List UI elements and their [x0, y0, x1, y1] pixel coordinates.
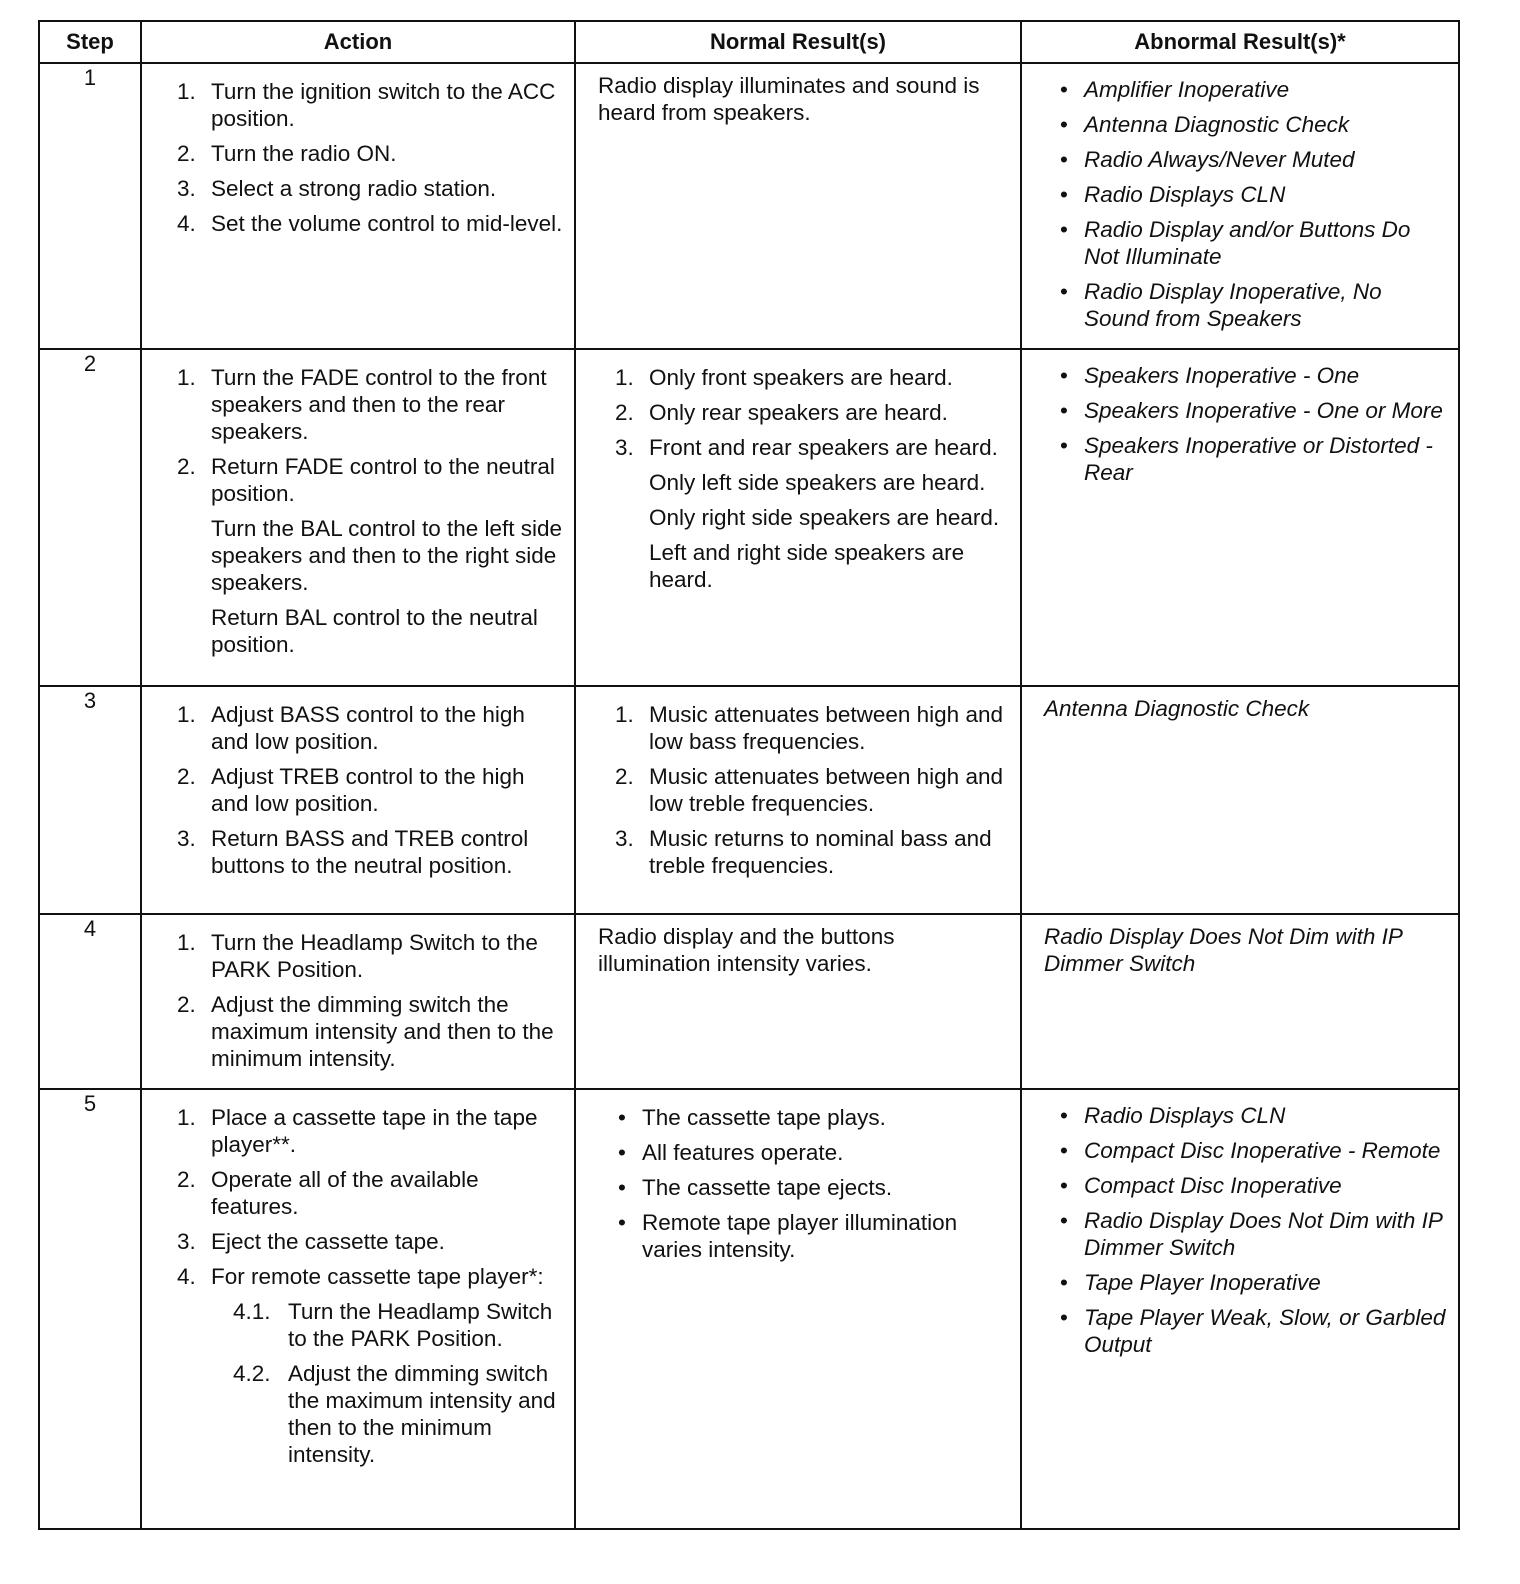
list-item: • Radio Display Does Not Dim with IP Dimmer Switch	[1060, 1208, 1443, 1260]
abnormal-result-cell	[1021, 686, 1459, 914]
normal-result-cell	[575, 686, 1021, 914]
normal-result-cell	[575, 914, 1021, 1089]
list-item: 1. Turn the FADE control to the front speakers and then to the rear speakers.	[177, 365, 547, 444]
list-item: 1. Only front speakers are heard.	[615, 365, 953, 390]
list-item: • Speakers Inoperative or Distorted - Rear	[1060, 433, 1433, 485]
action-cell	[141, 914, 575, 1089]
list-item: • The cassette tape plays.	[618, 1105, 886, 1130]
normal-result-text: Radio display and the buttons illumination intensity varies.	[598, 924, 895, 976]
list-item: • All features operate.	[618, 1140, 844, 1165]
list-item: Only right side speakers are heard.	[649, 505, 1000, 530]
abnormal-result-text: Antenna Diagnostic Check	[1044, 696, 1310, 721]
abnormal-result-cell	[1021, 1089, 1459, 1529]
step-number: 2	[39, 349, 141, 686]
table-row	[39, 63, 1459, 349]
list-item: • Speakers Inoperative - One	[1060, 363, 1360, 388]
step-number: 3	[39, 686, 141, 914]
normal-result-cell	[575, 63, 1021, 349]
list-item: 4. For remote cassette tape player*: 4.1. Turn the Headlamp Switch to the PARK Position. 4.2. Adjust the dimming switch the maximum intensity and then to the minimum intensity.	[160, 1263, 564, 1468]
normal-result-cell	[575, 349, 1021, 686]
step-number: 5	[39, 1089, 141, 1529]
table-row	[39, 1089, 1459, 1529]
step-number: 4	[39, 914, 141, 1089]
abnormal-result-cell	[1021, 914, 1459, 1089]
list-item: 1. Place a cassette tape in the tape player**.	[177, 1105, 538, 1157]
abnormal-result-cell	[1021, 349, 1459, 686]
list-item: • Compact Disc Inoperative - Remote	[1060, 1138, 1441, 1163]
list-item: 3. Return BASS and TREB control buttons to the neutral position.	[177, 826, 529, 878]
list-item: • Radio Always/Never Muted	[1060, 147, 1355, 172]
list-item: 1. Turn the Headlamp Switch to the PARK Position.	[177, 930, 538, 982]
list-item: • Radio Display Inoperative, No Sound from Speakers	[1060, 279, 1382, 331]
table-row	[39, 349, 1459, 686]
sub-list-item: 4.2. Adjust the dimming switch the maximum intensity and then to the minimum intensity.	[233, 1361, 556, 1467]
list-item: 2. Turn the radio ON.	[177, 141, 397, 166]
table-row	[39, 686, 1459, 914]
header-abnormal-results: Abnormal Result(s)*	[1021, 21, 1459, 63]
action-cell	[141, 1089, 575, 1529]
list-item: 1. Turn the ignition switch to the ACC position.	[177, 79, 556, 131]
list-item: • Remote tape player illumination varies intensity.	[618, 1210, 958, 1262]
list-item: 3. Select a strong radio station.	[177, 176, 497, 201]
list-item: Left and right side speakers are heard.	[649, 540, 965, 592]
abnormal-result-cell	[1021, 63, 1459, 349]
list-item: • The cassette tape ejects.	[618, 1175, 893, 1200]
list-item: • Amplifier Inoperative	[1060, 77, 1290, 102]
header-normal-results: Normal Result(s)	[575, 21, 1021, 63]
action-cell	[141, 63, 575, 349]
list-item: 4. Set the volume control to mid-level.	[177, 211, 563, 236]
list-item: 3. Front and rear speakers are heard.	[615, 435, 998, 460]
list-item: 1. Adjust BASS control to the high and low position.	[177, 702, 525, 754]
list-item: • Radio Displays CLN	[1060, 182, 1286, 207]
list-item: 2. Operate all of the available features.	[177, 1167, 479, 1219]
list-item: 3. Eject the cassette tape.	[177, 1229, 445, 1254]
list-item: • Antenna Diagnostic Check	[1060, 112, 1350, 137]
diagnostic-table	[38, 20, 1460, 1530]
step-number: 1	[39, 63, 141, 349]
list-item: • Compact Disc Inoperative	[1060, 1173, 1342, 1198]
header-action: Action	[141, 21, 575, 63]
action-cell	[141, 686, 575, 914]
list-item: Turn the BAL control to the left side speakers and then to the right side speakers.	[211, 516, 563, 595]
list-item: • Tape Player Weak, Slow, or Garbled Output	[1060, 1305, 1446, 1357]
action-cell	[141, 349, 575, 686]
list-item: 1. Music attenuates between high and low bass frequencies.	[615, 702, 1003, 754]
abnormal-result-text: Radio Display Does Not Dim with IP Dimmer Switch	[1044, 924, 1403, 976]
list-item: 2. Music attenuates between high and low treble frequencies.	[615, 764, 1003, 816]
list-item: 2. Return FADE control to the neutral position.	[177, 454, 555, 506]
normal-result-text: Radio display illuminates and sound is heard from speakers.	[598, 73, 980, 125]
list-item: • Tape Player Inoperative	[1060, 1270, 1321, 1295]
header-row	[39, 21, 1459, 63]
list-item: • Speakers Inoperative - One or More	[1060, 398, 1443, 423]
sub-list-item: 4.1. Turn the Headlamp Switch to the PARK Position.	[233, 1299, 553, 1351]
table-row	[39, 914, 1459, 1089]
header-step: Step	[39, 21, 141, 63]
list-item: • Radio Displays CLN	[1060, 1103, 1286, 1128]
list-item: Return BAL control to the neutral position.	[211, 605, 538, 657]
list-item: 2. Adjust the dimming switch the maximum intensity and then to the minimum intensity.	[177, 992, 554, 1071]
list-item: • Radio Display and/or Buttons Do Not Illuminate	[1060, 217, 1411, 269]
list-item: 2. Adjust TREB control to the high and low position.	[177, 764, 525, 816]
normal-result-cell	[575, 1089, 1021, 1529]
list-item: 2. Only rear speakers are heard.	[615, 400, 948, 425]
list-item: Only left side speakers are heard.	[649, 470, 986, 495]
list-item: 3. Music returns to nominal bass and treble frequencies.	[615, 826, 992, 878]
